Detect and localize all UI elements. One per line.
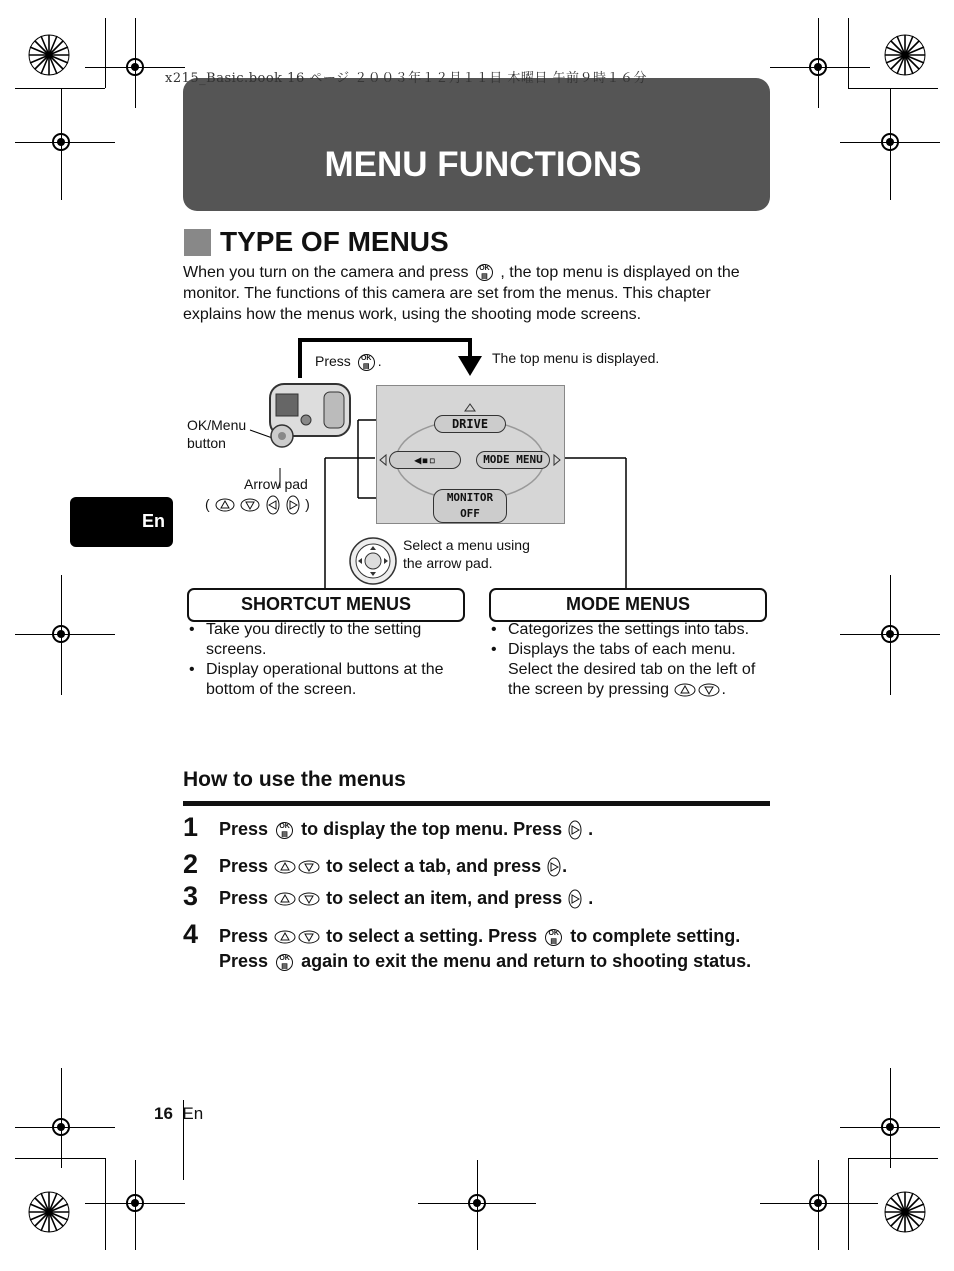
- arrow-right-icon: [568, 889, 582, 909]
- shortcut-icon: ◀▪▫: [414, 453, 436, 467]
- arrow-down-icon: [298, 930, 320, 944]
- file-header-line: x215_Basic.book 16 ページ ２００３年１２月１１日 木曜日 午前９時１６分: [165, 71, 647, 86]
- step-number: 2: [183, 849, 199, 879]
- mode-menus-heading: MODE MENUS: [489, 588, 767, 622]
- starburst-mark-icon: [28, 1191, 70, 1233]
- screen-item-monitor-off: MONITOR OFF: [433, 489, 507, 523]
- top-menu-caption: The top menu is displayed.: [492, 350, 660, 366]
- shortcut-menus-list: [184, 620, 469, 700]
- press-instruction: [315, 352, 382, 371]
- arrow-up-icon: [274, 892, 296, 906]
- ok-menu-icon: OK ▤: [276, 954, 293, 971]
- press-label: Press: [315, 353, 351, 369]
- step-text-part: Press: [219, 951, 269, 971]
- footer-lang: En: [182, 1104, 204, 1123]
- arrow-pad-caption: Arrow pad: [244, 476, 308, 492]
- page-number: 16: [154, 1104, 173, 1123]
- step-text-part: Press: [219, 926, 269, 946]
- arrow-up-icon: [674, 683, 696, 697]
- camera-icon: [262, 378, 354, 453]
- intro-text-part2: , the top menu is displayed on the monitor. The functions of this camera are set from the menus. This chapter explains how the menus work, using the shooting mode screens.: [183, 264, 740, 323]
- step-text-part: to select a tab, and press: [326, 856, 542, 876]
- intro-text-part1: When you turn on the camera and press: [183, 264, 469, 281]
- step-text: [219, 817, 779, 842]
- page-footer: [154, 1104, 203, 1124]
- screen-item-shortcut: [389, 451, 461, 469]
- arrow-up-icon: [274, 860, 296, 874]
- language-tab-label: En: [141, 511, 165, 531]
- registration-mark-icon: [876, 620, 904, 648]
- step-text-part: Press: [219, 819, 269, 839]
- step-text: [219, 854, 779, 879]
- registration-mark-icon: [876, 128, 904, 156]
- step-text-part: .: [588, 819, 594, 839]
- registration-mark-icon: [47, 128, 75, 156]
- select-menu-caption: Select a menu using the arrow pad.: [403, 537, 530, 571]
- registration-mark-icon: [463, 1189, 491, 1217]
- registration-mark-icon: [47, 620, 75, 648]
- arrow-right-icon: [547, 857, 561, 877]
- step-text-part: to display the top menu. Press: [301, 819, 563, 839]
- list-item-text: Displays the tabs of each menu. Select the desired tab on the left of the screen by pressing: [508, 641, 756, 698]
- arrow-left-icon: [266, 495, 280, 515]
- registration-mark-icon: [121, 1189, 149, 1217]
- step-text-part: again to exit the menu and return to shooting status.: [301, 951, 752, 971]
- step-text-part: to select an item, and press: [326, 888, 563, 908]
- screen-item-mode-menu: MODE MENU: [476, 451, 550, 469]
- list-item-end: .: [721, 681, 726, 698]
- registration-mark-icon: [876, 1113, 904, 1141]
- step-number: 4: [183, 919, 199, 949]
- step-number: 3: [183, 881, 199, 911]
- starburst-mark-icon: [884, 1191, 926, 1233]
- ok-menu-icon: OK ▤: [276, 822, 293, 839]
- step-text-part: to select a setting. Press: [326, 926, 538, 946]
- arrow-right-icon: [568, 820, 582, 840]
- mode-menus-list: [486, 620, 771, 700]
- list-item: [486, 640, 771, 700]
- arrow-up-icon: [215, 498, 235, 512]
- ok-menu-icon: OK ▤: [358, 354, 375, 371]
- ok-menu-icon: OK ▤: [545, 929, 562, 946]
- step-text-part: Press: [219, 888, 269, 908]
- arrow-down-icon: [298, 860, 320, 874]
- list-item: • Display operational buttons at the bottom of the screen.: [184, 660, 469, 700]
- registration-mark-icon: [804, 1189, 832, 1217]
- section-marker: [184, 229, 211, 256]
- heading-rule: [183, 801, 770, 806]
- press-period: .: [377, 353, 382, 369]
- shortcut-menus-heading: SHORTCUT MENUS: [187, 588, 465, 622]
- step-text: [219, 886, 779, 911]
- step-text-part: to complete setting.: [570, 926, 741, 946]
- step-number: 1: [183, 812, 199, 842]
- arrow-up-icon: [274, 930, 296, 944]
- screen-item-drive: DRIVE: [434, 415, 506, 433]
- arrow-down-icon: [698, 683, 720, 697]
- arrow-pad-dial-icon: [348, 536, 398, 586]
- registration-mark-icon: [804, 53, 832, 81]
- step-text-part: .: [588, 888, 594, 908]
- step-text-part: .: [562, 856, 568, 876]
- how-to-heading: How to use the menus: [183, 768, 406, 791]
- step-text: [219, 924, 779, 974]
- list-item: • Categorizes the settings into tabs.: [486, 620, 771, 640]
- section-title: TYPE OF MENUS: [220, 226, 449, 257]
- step-text-part: Press: [219, 856, 269, 876]
- lcd-screen: [376, 385, 565, 524]
- registration-mark-icon: [121, 53, 149, 81]
- arrow-right-icon: [286, 495, 300, 515]
- starburst-mark-icon: [28, 34, 70, 76]
- ok-menu-icon: OK ▤: [476, 264, 493, 281]
- intro-paragraph: [183, 262, 773, 325]
- arrow-down-icon: [298, 892, 320, 906]
- list-item: • Take you directly to the setting screens.: [184, 620, 469, 660]
- page-title: MENU FUNCTIONS: [324, 145, 642, 184]
- starburst-mark-icon: [884, 34, 926, 76]
- ok-menu-button-caption: OK/Menu button: [187, 417, 247, 451]
- language-tab: [70, 497, 173, 547]
- arrow-down-icon: [240, 498, 260, 512]
- registration-mark-icon: [47, 1113, 75, 1141]
- arrow-pad-icons: ( ): [205, 495, 310, 515]
